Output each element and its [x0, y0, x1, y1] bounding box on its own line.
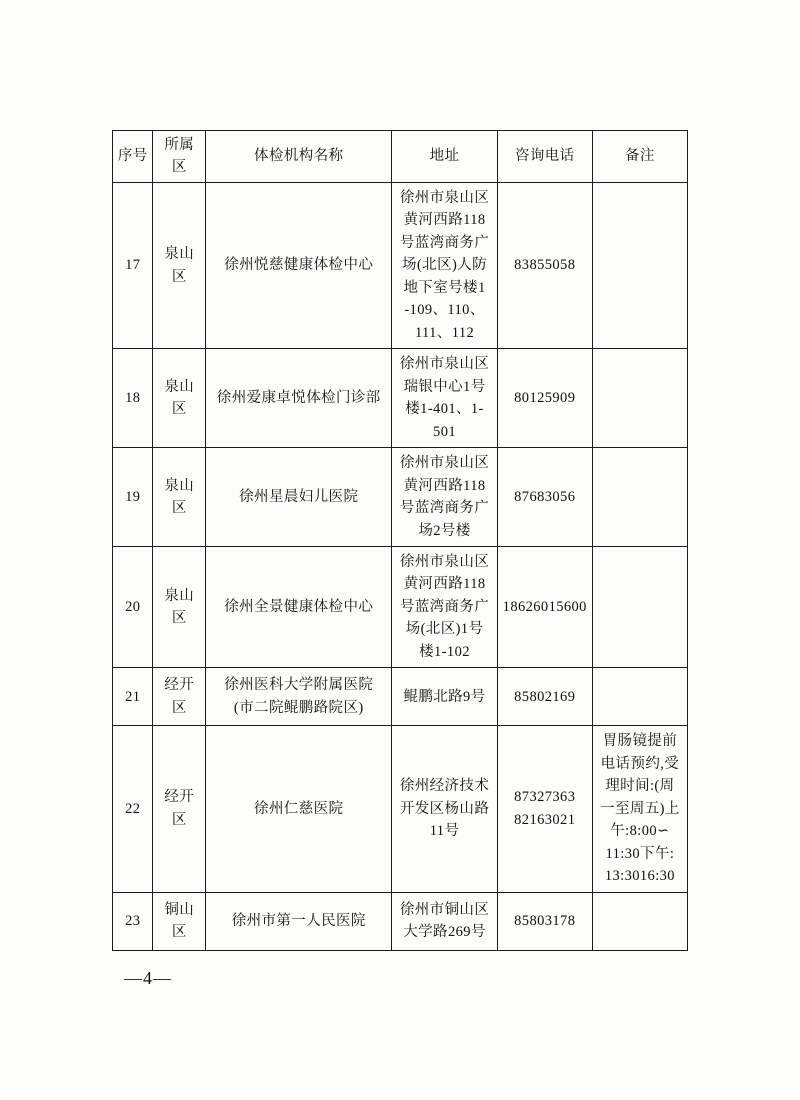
cell-org: 徐州星晨妇儿医院 — [206, 448, 392, 547]
cell-district: 泉山区 — [153, 182, 206, 348]
address-line: 徐州市泉山区 — [399, 356, 490, 373]
header-cell-note: 备注 — [592, 131, 687, 183]
address-line: 黄河西路118 — [403, 576, 486, 593]
cell-org — [206, 668, 392, 726]
address-line: 开发区杨山路 — [399, 800, 490, 817]
cell-district: 泉山区 — [153, 546, 206, 667]
address-line: 号蓝湾商务广 — [399, 234, 490, 251]
cell-phone: 87683056 — [497, 448, 592, 547]
header-cell-org: 体检机构名称 — [206, 131, 392, 183]
address-line: 徐州市泉山区 — [399, 455, 490, 472]
note-line: 午:8:00∽ — [610, 823, 670, 840]
address-line: 黄河西路118 — [403, 212, 486, 229]
phone-line: 82163021 — [514, 811, 576, 828]
cell-phone: 18626015600 — [497, 546, 592, 667]
cell-org: 徐州全景健康体检中心 — [206, 546, 392, 667]
address-line: 鲲鹏北路9号 — [403, 688, 486, 705]
note-line: 13:3016:30 — [604, 868, 675, 885]
table-body — [113, 182, 688, 950]
note-line: 一至周五)上 — [600, 800, 680, 817]
cell-note — [592, 349, 687, 448]
address-line: 地下室号楼1 — [403, 279, 486, 296]
address-line: 徐州市铜山区 — [399, 901, 490, 918]
address-line: 徐州市泉山区 — [399, 553, 490, 570]
cell-org: 徐州仁慈医院 — [206, 726, 392, 892]
cell-note — [592, 182, 687, 348]
cell-phone: 83855058 — [497, 182, 592, 348]
cell-note — [592, 892, 687, 950]
header-cell-district: 所属区 — [153, 131, 206, 183]
address-line: 大学路269号 — [403, 924, 486, 941]
cell-district: 铜山区 — [153, 892, 206, 950]
cell-no: 19 — [113, 448, 153, 547]
table-header — [113, 131, 688, 183]
cell-note — [592, 448, 687, 547]
cell-district: 泉山区 — [153, 349, 206, 448]
address-line: 徐州市泉山区 — [399, 189, 490, 206]
cell-address — [392, 546, 497, 667]
note-line: 11:30下午: — [605, 845, 675, 862]
cell-no: 17 — [113, 182, 153, 348]
address-line: 黄河西路118 — [403, 477, 486, 494]
org-line: 徐州医科大学附属医院 — [224, 677, 374, 694]
address-line: -109、110、 — [404, 302, 485, 319]
header-cell-phone: 咨询电话 — [497, 131, 592, 183]
note-line: 胃肠镜提前 — [602, 733, 678, 750]
address-line: 场(北区)1号 — [405, 621, 484, 638]
header-cell-no: 序号 — [113, 131, 153, 183]
address-line: 场2号楼 — [418, 522, 471, 539]
cell-phone: 80125909 — [497, 349, 592, 448]
address-line: 瑞银中心1号 — [403, 378, 486, 395]
table-row — [113, 892, 688, 950]
cell-phone: 85803178 — [497, 892, 592, 950]
cell-note — [592, 546, 687, 667]
address-line: 场(北区)人防 — [402, 257, 488, 274]
address-line: 楼1-401、1-501 — [405, 401, 484, 440]
cell-phone — [497, 726, 592, 892]
cell-org: 徐州悦慈健康体检中心 — [206, 182, 392, 348]
cell-address — [392, 892, 497, 950]
page-number: —4— — [124, 968, 172, 988]
address-line: 111、112 — [414, 324, 475, 341]
cell-district: 泉山区 — [153, 448, 206, 547]
table-row — [113, 726, 688, 892]
note-line: 电话预约,受 — [600, 755, 680, 772]
table-row — [113, 349, 688, 448]
cell-note — [592, 726, 687, 892]
table-row — [113, 182, 688, 348]
cell-district: 经开区 — [153, 668, 206, 726]
cell-no: 20 — [113, 546, 153, 667]
address-line: 号蓝湾商务广 — [399, 598, 490, 615]
table-row — [113, 546, 688, 667]
note-line: 理时间:(周 — [605, 778, 675, 795]
cell-address — [392, 668, 497, 726]
cell-district: 经开区 — [153, 726, 206, 892]
cell-no: 21 — [113, 668, 153, 726]
cell-no: 23 — [113, 892, 153, 950]
cell-no: 22 — [113, 726, 153, 892]
cell-address — [392, 349, 497, 448]
cell-address — [392, 448, 497, 547]
cell-no: 18 — [113, 349, 153, 448]
medical-institutions-table — [112, 130, 688, 951]
org-line: (市二院鲲鹏路院区) — [233, 699, 364, 716]
cell-org: 徐州爱康卓悦体检门诊部 — [206, 349, 392, 448]
cell-phone: 85802169 — [497, 668, 592, 726]
table-header-row — [113, 131, 688, 183]
table-row — [113, 668, 688, 726]
cell-address — [392, 182, 497, 348]
address-line: 号蓝湾商务广 — [399, 500, 490, 517]
cell-org: 徐州市第一人民医院 — [206, 892, 392, 950]
address-line: 11号 — [429, 823, 460, 840]
address-line: 徐州经济技术 — [399, 778, 490, 795]
cell-note — [592, 668, 687, 726]
cell-address — [392, 726, 497, 892]
header-cell-address: 地址 — [392, 131, 497, 183]
table-row — [113, 448, 688, 547]
phone-line: 87327363 — [514, 789, 576, 806]
address-line: 楼1-102 — [419, 643, 470, 660]
